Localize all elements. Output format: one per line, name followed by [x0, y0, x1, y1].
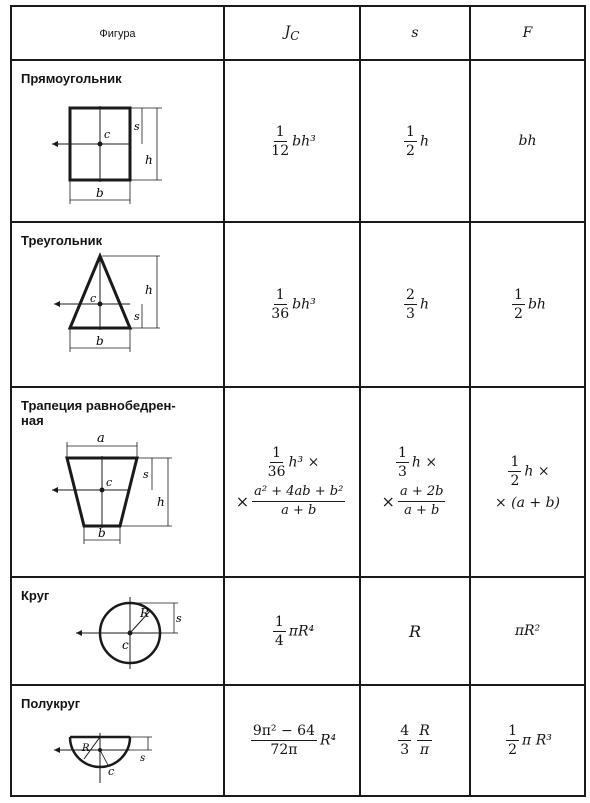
svg-text:R: R	[140, 606, 150, 620]
jc-formula: $\frac{1}{12}$ bh³	[224, 60, 360, 222]
figure-name: Круг	[21, 588, 50, 603]
semicircle-diagram	[12, 707, 212, 785]
svg-text:c: c	[106, 476, 113, 489]
f-formula: πR²	[470, 577, 585, 685]
figure-cell	[11, 387, 224, 577]
label-c: c	[104, 128, 111, 141]
svg-text:b: b	[98, 526, 106, 540]
header-f: F	[470, 6, 585, 60]
jc-formula: $\frac{1}{36}$ h³ × × $\frac{\text{a² + 4ab + b²}}{a + b}$	[224, 387, 360, 577]
svg-text:h: h	[145, 283, 153, 297]
table-row	[11, 60, 585, 222]
svg-text:s: s	[143, 468, 149, 481]
svg-text:c: c	[122, 638, 129, 652]
figure-cell	[11, 685, 224, 796]
trapezoid-diagram	[12, 428, 212, 548]
figure-name: Трапеция равнобедрен- ная	[21, 398, 176, 428]
svg-text:s: s	[134, 120, 140, 133]
moment-of-inertia-table	[10, 5, 586, 797]
svg-text:R: R	[82, 743, 90, 754]
table-row	[11, 577, 585, 685]
figure-cell	[11, 60, 224, 222]
f-formula: $\frac{1}{2}$ h × × (a + b)	[470, 387, 585, 577]
f-formula: $\frac{1}{2}$ bh	[470, 222, 585, 387]
jc-formula: $\frac{\text{9π² − 64}}{72\pi}$ R⁴	[224, 685, 360, 796]
rectangle-diagram	[12, 86, 212, 206]
svg-text:c: c	[108, 765, 115, 778]
svg-text:s: s	[176, 612, 182, 625]
jc-formula: $\frac{1}{4}$ πR⁴	[224, 577, 360, 685]
figure-name: Полукруг	[21, 696, 81, 711]
svg-text:b: b	[96, 186, 104, 200]
f-formula: $\frac{1}{2}$ π R³	[470, 685, 585, 796]
svg-text:b: b	[96, 334, 104, 348]
figure-name: Прямоугольник	[21, 71, 122, 86]
svg-text:s: s	[134, 310, 140, 323]
svg-text:h: h	[157, 495, 165, 509]
s-formula: R	[360, 577, 470, 685]
svg-text:a: a	[97, 431, 105, 446]
figure-cell	[11, 222, 224, 387]
f-formula: bh	[470, 60, 585, 222]
figure-cell	[11, 577, 224, 685]
jc-formula: $\frac{1}{36}$ bh³	[224, 222, 360, 387]
table-row	[11, 222, 585, 387]
header-s: s	[360, 6, 470, 60]
header-jc: $J_C$	[224, 6, 360, 60]
svg-text:c: c	[90, 292, 97, 305]
figure-name: Треугольник	[21, 233, 103, 248]
table-row	[11, 387, 585, 577]
s-formula: $\frac{4}{3}$ $\frac{R}{\pi}$	[360, 685, 470, 796]
s-formula: $\frac{1}{2}$ h	[360, 60, 470, 222]
s-formula: $\frac{2}{3}$ h	[360, 222, 470, 387]
header-figure: Фигура	[11, 6, 224, 60]
header-row	[11, 6, 585, 60]
triangle-diagram	[12, 248, 212, 373]
svg-text:h: h	[145, 153, 153, 167]
table-row	[11, 685, 585, 796]
svg-text:s: s	[140, 753, 146, 764]
s-formula: $\frac{1}{3}$ h × × $\frac{a + 2b}{a + b}$	[360, 387, 470, 577]
